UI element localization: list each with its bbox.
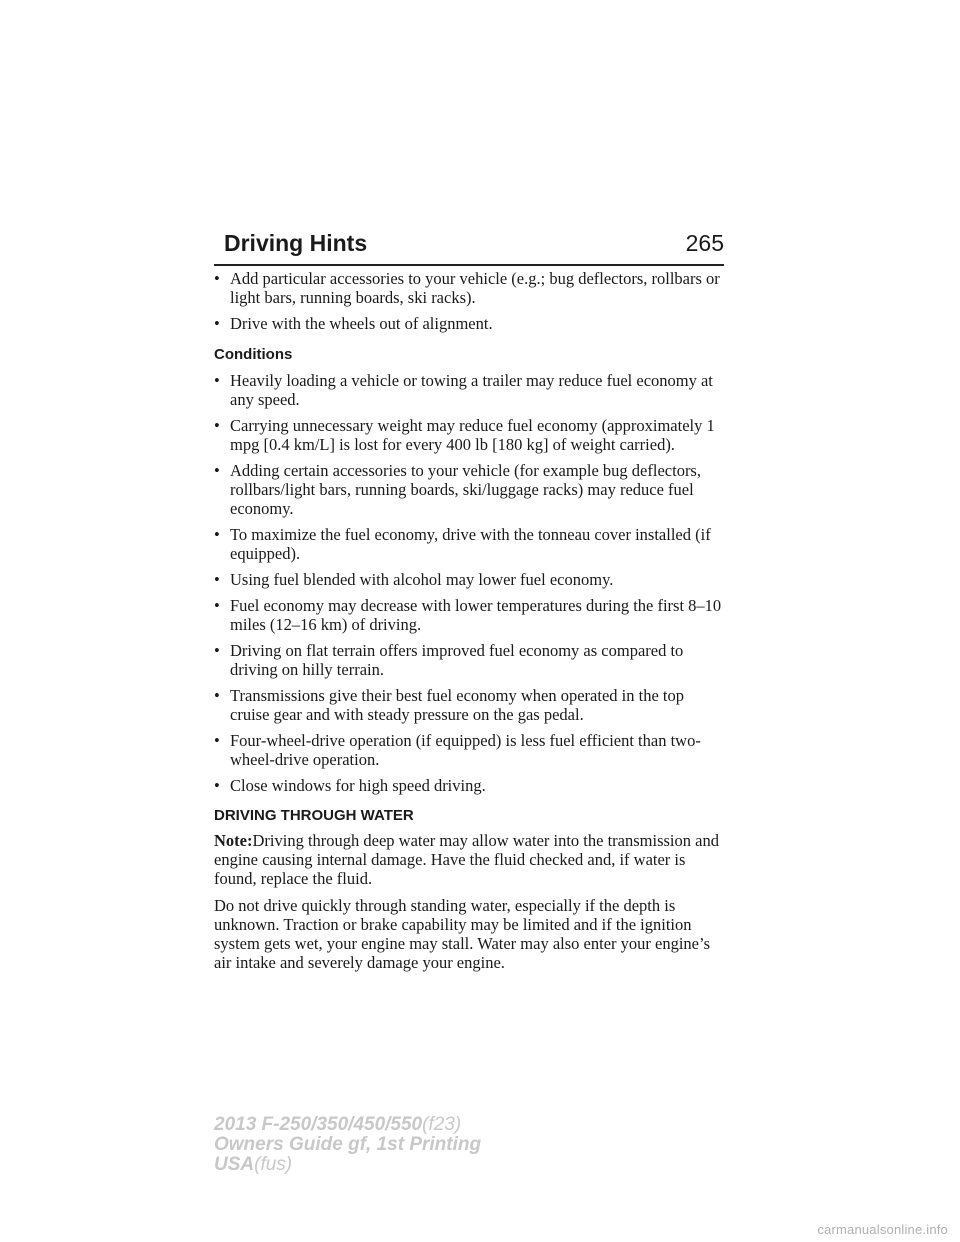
list-item: • Close windows for high speed driving. (214, 776, 724, 795)
footer-line-1 (214, 1115, 481, 1135)
footer-line-2: Owners Guide gf, 1st Printing (214, 1134, 482, 1155)
list-item: • Add particular accessories to your vehicle (e.g.; bug deflectors, rollbars or light bars, running boards, ski racks). (214, 269, 724, 307)
conditions-bullet-list (214, 371, 724, 795)
site-watermark: carmanualsonline.info (817, 1222, 948, 1237)
page-content (214, 269, 724, 980)
note-text: Driving through deep water may allow water into the transmission and engine causing internal damage. Have the fluid checked and, if water is found, replace the fluid. (214, 831, 719, 888)
list-item: • Drive with the wheels out of alignment. (214, 314, 724, 333)
page-header (214, 228, 724, 266)
list-item: • Four-wheel-drive operation (if equipped) is less fuel efficient than two-wheel-drive operation. (214, 731, 724, 769)
note-label: Note: (214, 831, 253, 850)
footer-line-3 (214, 1155, 481, 1175)
water-paragraph: Do not drive quickly through standing water, especially if the depth is unknown. Traction or brake capability may be limited and if the ignition system gets wet, your engine may stall. Water may also enter your engine’s air intake and severely damage your engine. (214, 896, 710, 972)
print-footer (214, 1115, 481, 1175)
list-item: • Using fuel blended with alcohol may lower fuel economy. (214, 570, 724, 589)
list-item: • To maximize the fuel economy, drive with the tonneau cover installed (if equipped). (214, 525, 724, 563)
footer-model: 2013 F-250/350/450/550 (214, 1114, 423, 1135)
list-item: • Adding certain accessories to your vehicle (for example bug deflectors, rollbars/light bars, running boards, ski/luggage racks) may reduce fuel economy. (214, 461, 724, 518)
list-item: • Heavily loading a vehicle or towing a trailer may reduce fuel economy at any speed. (214, 371, 724, 409)
list-item: • Driving on flat terrain offers improved fuel economy as compared to driving on hilly terrain. (214, 641, 724, 679)
list-item: • Transmissions give their best fuel economy when operated in the top cruise gear and with steady pressure on the gas pedal. (214, 686, 724, 724)
list-item: • Carrying unnecessary weight may reduce fuel economy (approximately 1 mpg [0.4 km/L] is lost for every 400 lb [180 kg] of weight carried). (214, 416, 724, 454)
list-item: • Fuel economy may decrease with lower temperatures during the first 8–10 miles (12–16 km) of driving. (214, 596, 724, 634)
intro-bullet-list (214, 269, 724, 333)
section-title: Driving Hints (224, 230, 368, 256)
page-number: 265 (685, 230, 724, 256)
note-paragraph (214, 831, 724, 888)
footer-model-code: (f23) (422, 1114, 462, 1135)
water-section-heading: DRIVING THROUGH WATER (214, 807, 414, 824)
conditions-heading: Conditions (214, 346, 293, 363)
footer-region-code: (fus) (254, 1154, 293, 1175)
footer-region: USA (214, 1154, 255, 1175)
